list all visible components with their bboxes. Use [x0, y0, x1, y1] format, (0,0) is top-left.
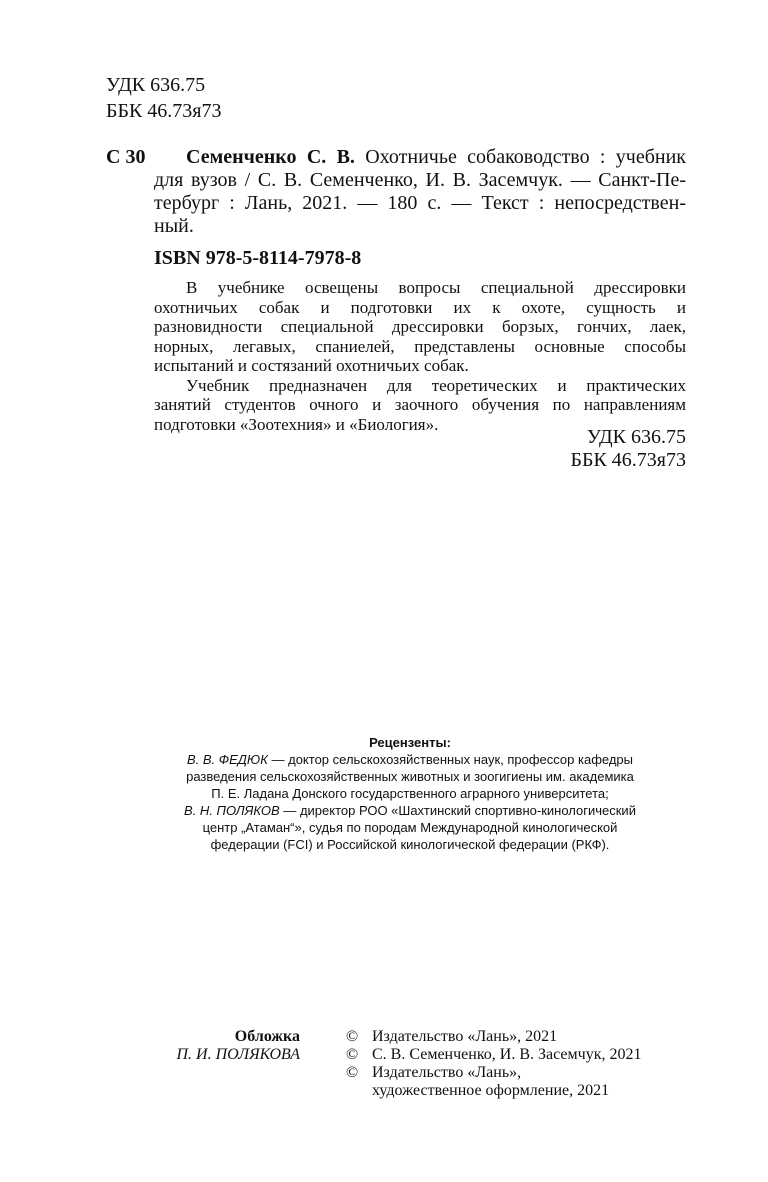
reviewers: [130, 734, 690, 853]
annotation-line: разновидности специальной дрессировки борзых, гончих, лаек,: [154, 317, 686, 336]
cover-label: Обложка: [234, 1028, 300, 1045]
annotation-line: норных, легавых, спаниелей, представлены основные способы: [154, 336, 686, 356]
annotation: [154, 278, 686, 434]
reviewer-line: разведения сельскохозяйственных животных и зоогигиены им. академика: [186, 769, 634, 784]
reviewer-line: федерации (FCI) и Российской кинологической федерации (РКФ).: [210, 837, 610, 852]
copyright-entry: © Издательство «Лань», 2021: [346, 1028, 558, 1045]
bib-line-1: Семенченко С. В. Охотничье собаководство : учебник: [186, 146, 687, 168]
bib-line-3: тербург : Лань, 2021. — 180 с. — Текст : непосредствен-: [154, 192, 686, 214]
reviewer-line: П. Е. Ладана Донского государственного аграрного университета;: [211, 786, 609, 801]
annotation-line: Учебник предназначен для теоретических и практических: [186, 375, 686, 395]
udk-code: УДК 636.75: [106, 74, 206, 96]
classification-top: [106, 72, 222, 124]
reviewer-line: В. В. ФЕДЮК — доктор сельскохозяйственных наук, профессор кафедры: [186, 752, 633, 767]
annotation-line: испытаний и состязаний охотничьих собак.: [154, 356, 469, 375]
copyright-icon: ©: [346, 1028, 359, 1045]
annotation-line: занятий студентов очного и заочного обучения по направлениям: [154, 395, 686, 414]
copyright-continuation: художественное оформление, 2021: [372, 1082, 610, 1099]
isbn: ISBN 978-5-8114-7978-8: [154, 247, 362, 269]
bib-line-2: для вузов / С. В. Семенченко, И. В. Засемчук. — Санкт-Пе-: [154, 169, 686, 191]
author-name: Семенченко С. В.: [186, 146, 355, 168]
classification-bottom: [570, 426, 686, 472]
bbk-code: ББК 46.73я73: [570, 449, 686, 471]
copyright-entry: © Издательство «Лань»,: [346, 1064, 522, 1081]
bbk-code: ББК 46.73я73: [106, 100, 222, 122]
reviewer-name: В. В. ФЕДЮК: [186, 752, 268, 767]
copyright-icon: ©: [346, 1046, 359, 1063]
cover-designer: П. И. ПОЛЯКОВА: [176, 1046, 300, 1063]
author-mark: С 30: [106, 146, 146, 168]
reviewer-line: В. Н. ПОЛЯКОВ — директор РОО «Шахтинский спортивно-кинологический: [184, 803, 636, 818]
annotation-line: охотничьих собак и подготовки их к охоте, сущность и: [154, 297, 686, 317]
reviewers-heading: Рецензенты:: [369, 735, 451, 750]
copyright-block: [346, 1028, 641, 1100]
annotation-line: В учебнике освещены вопросы специальной дрессировки: [186, 278, 686, 297]
udk-code: УДК 636.75: [586, 426, 686, 448]
copyright-entry: © С. В. Семенченко, И. В. Засемчук, 2021: [346, 1046, 642, 1063]
copyright-icon: ©: [346, 1064, 359, 1081]
cover-credit: [140, 1028, 300, 1064]
annotation-line: подготовки «Зоотехния» и «Биология».: [154, 414, 439, 434]
bib-line-4: ный.: [154, 215, 194, 237]
reviewer-name: В. Н. ПОЛЯКОВ: [184, 803, 280, 818]
bibliographic-description: [154, 146, 686, 238]
reviewer-line: центр „Атаман“», судья по породам Международной кинологической: [202, 820, 618, 835]
